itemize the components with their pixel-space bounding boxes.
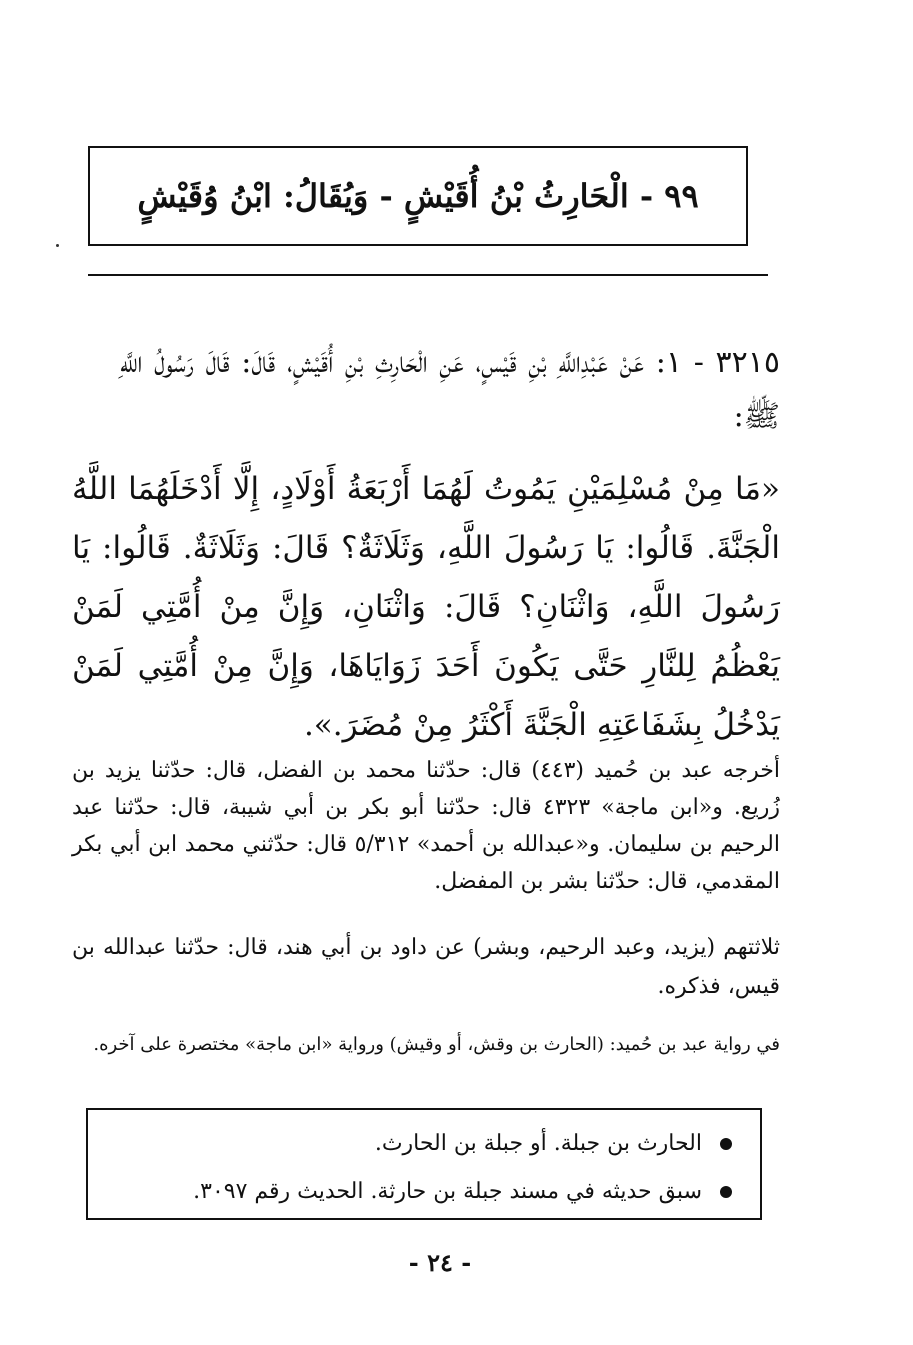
riwaya-note: في رواية عبد بن حُميد: (الحارث بن وقش، أو وقيش) ورواية «ابن ماجة» مختصرة على آخره. bbox=[93, 1034, 780, 1055]
chapter-title: ٩٩ - الْحَارِثُ بْنُ أُقَيْشٍ - وَيُقَالُ: ابْنُ وُقَيْشٍ bbox=[137, 176, 699, 215]
hadith-matn: «مَا مِنْ مُسْلِمَيْنِ يَمُوتُ لَهُمَا أَرْبَعَةُ أَوْلَادٍ، إِلَّا أَدْخَلَهُمَا اللَّهُ الْجَنَّةَ. قَالُوا: يَا رَسُولَ اللَّهِ، وَثَلَاثَةٌ؟ قَالَ: وَثَلَاثَةٌ. قَالُوا: يَا رَسُولَ اللَّهِ، وَاثْنَانِ؟ قَالَ: وَاثْنَانِ، وَإِنَّ مِنْ أُمَّتِي لَمَنْ يَعْظُمُ لِلنَّارِ حَتَّى يَكُونَ أَحَدَ زَوَايَاهَا، وَإِنَّ مِنْ أُمَّتِي لَمَنْ يَدْخُلُ بِشَفَاعَتِهِ الْجَنَّةَ أَكْثَرُ مِنْ مُضَرَ.». bbox=[72, 471, 780, 743]
notes-list bbox=[116, 1120, 732, 1216]
bullet-icon bbox=[720, 1138, 732, 1150]
bullet-icon bbox=[720, 1186, 732, 1198]
takhrij-paragraph-2: ثلاثتهم (يزيد، وعبد الرحيم، وبشر) عن داود بن أبي هند، قال: حدّثنا عبدالله بن قيس، فذكره. bbox=[72, 935, 780, 999]
note-item-text: سبق حديثه في مسند جبلة بن حارثة. الحديث رقم ٣٠٩٧. bbox=[193, 1179, 702, 1204]
note-item-text: الحارث بن جبلة. أو جبلة بن الحارث. bbox=[374, 1131, 702, 1156]
takhrij-paragraph-1: أخرجه عبد بن حُميد (٤٤٣) قال: حدّثنا محمد بن الفضل، قال: حدّثنا يزيد بن زُريع. و«ابن ماجة» ٤٣٢٣ قال: حدّثنا أبو بكر بن أبي شيبة، قال: حدّثنا عبد الرحيم بن سليمان. و«عبدالله بن أحمد» ٥/٣١٢ قال: حدّثني محمد ابن أبي بكر المقدمي، قال: حدّثنا بشر بن المفضل. bbox=[72, 758, 780, 894]
list-item bbox=[116, 1120, 732, 1168]
title-divider bbox=[88, 274, 768, 276]
hadith-isnad: ٣٢١٥ - ١: عَنْ عَبْدِاللَّهِ بْنِ قَيْسٍ، عَنِ الْحَارِثِ بْنِ أُقَيْشٍ، قَالَ: قَالَ رَسُولُ اللَّهِ ﷺ: bbox=[120, 345, 780, 434]
print-speck bbox=[56, 244, 59, 247]
page-number: - ٢٤ - bbox=[408, 1248, 472, 1277]
chapter-title-box bbox=[88, 146, 748, 246]
notes-box bbox=[86, 1108, 762, 1220]
list-item bbox=[116, 1168, 732, 1216]
